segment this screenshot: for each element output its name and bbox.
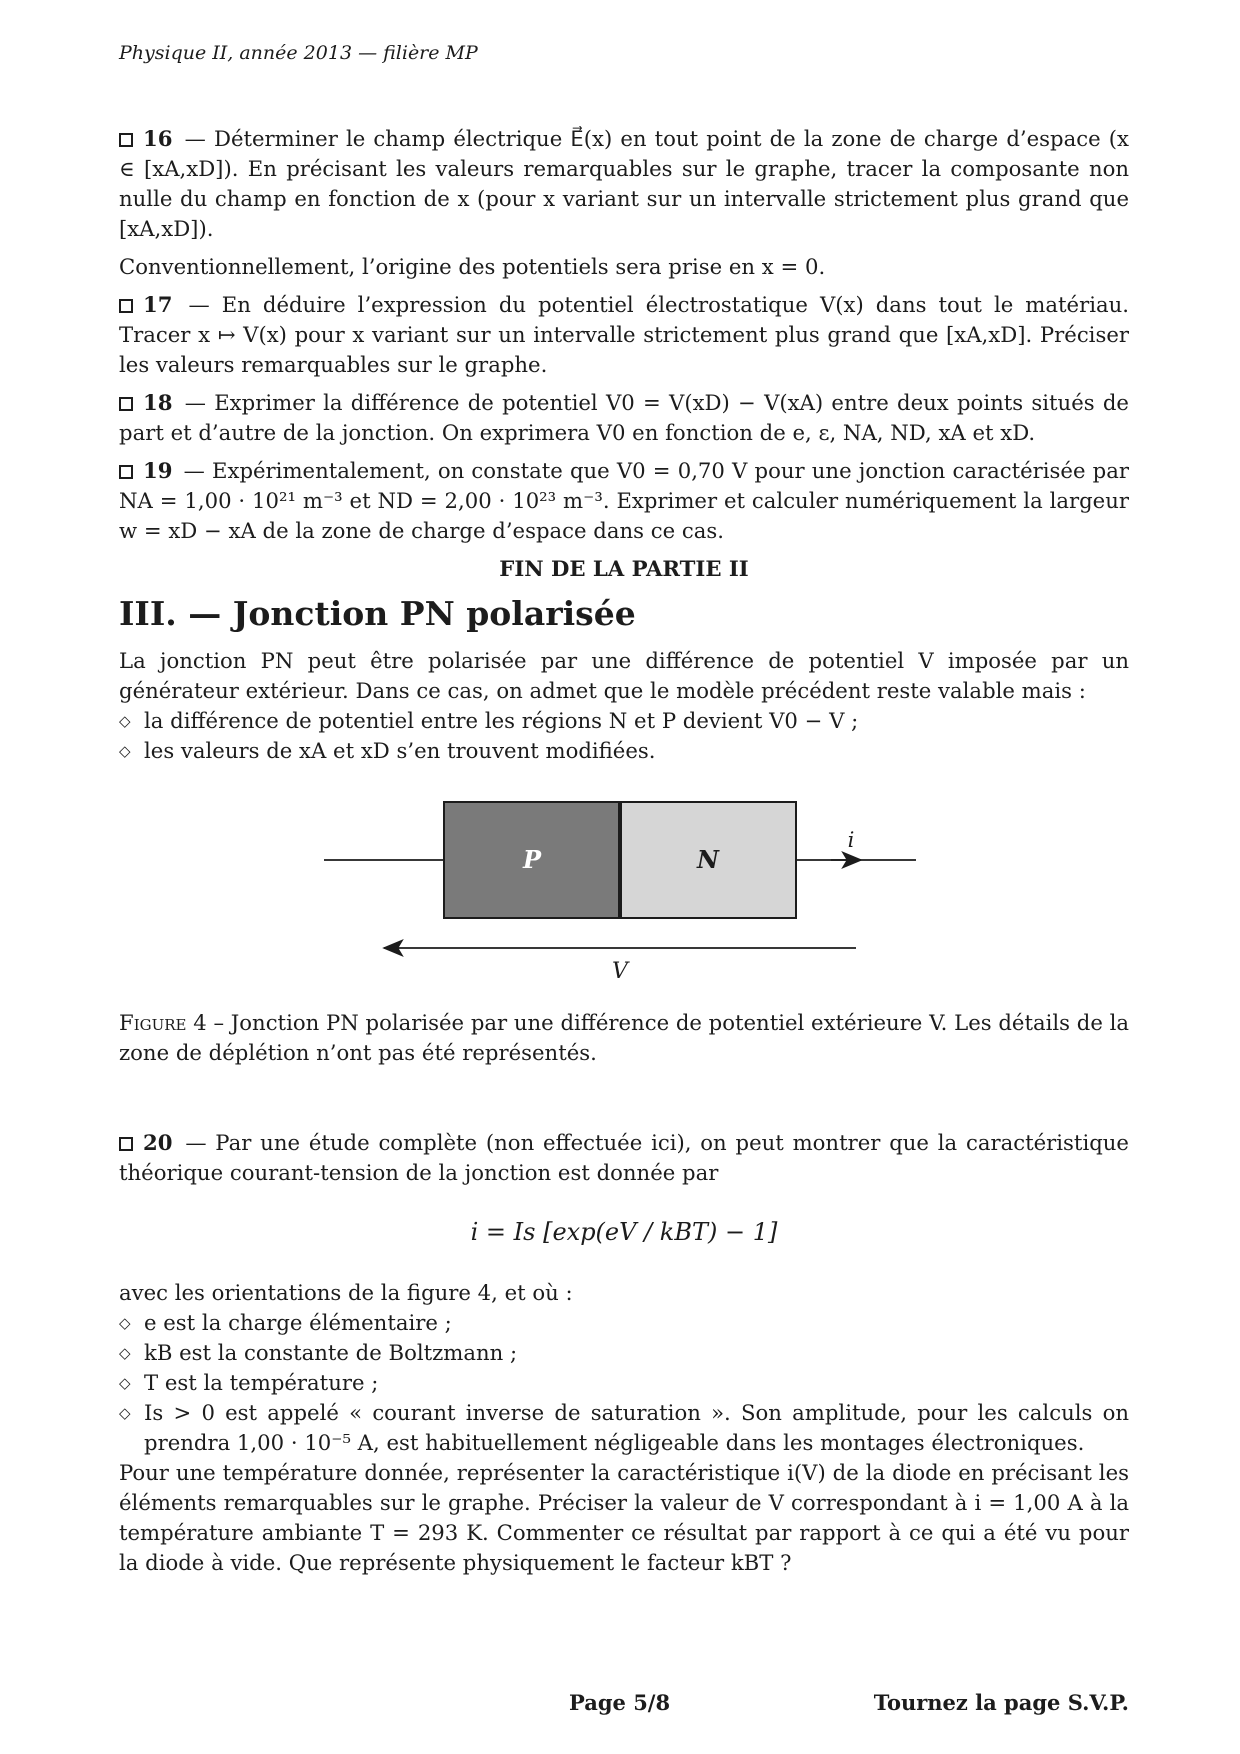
checkbox-icon [119,133,133,147]
intro-bullets [119,706,1129,766]
question-20 [119,1128,1129,1188]
after-equation: avec les orientations de la figure 4, et où : [119,1280,573,1305]
checkbox-icon [119,1137,133,1151]
checkbox-icon [119,299,133,313]
caption-text: – Jonction PN polarisée par une différence de potentiel extérieure V. Les détails de la zone de déplétion n’ont pas été représentés. [119,1010,1129,1065]
running-header: Physique II, année 2013 — filière MP [119,42,478,64]
figure-4 [119,790,1129,990]
question-text: — Expérimentalement, on constate que V0 = 0,70 V pour une jonction caractérisée par NA = 1,00 · 10²¹ m⁻³ et ND = 2,00 · 10²³ m⁻³. Exprimer et calculer numériquement la largeur w = xD − xA de la zone de charge d’espace dans ce cas. [119,458,1129,543]
question-text: — Déterminer le champ électrique E⃗(x) en tout point de la zone de charge d’espace (x ∈ [xA,xD]). En précisant les valeurs remarquables sur le graphe, tracer la composante non nulle du champ en fonction de x (pour x variant sur un intervalle strictement plus grand que [xA,xD]). [119,126,1129,241]
list-item: ◇ Is > 0 est appelé « courant inverse de saturation ». Son amplitude, pour les calculs on prendra 1,00 · 10⁻⁵ A, est habituellement négligeable dans les montages électroniques. [119,1398,1129,1458]
question-text: — En déduire l’expression du potentiel électrostatique V(x) dans tout le matériau. Tracer x ↦ V(x) pour x variant sur un intervalle strictement plus grand que [xA,xD]. Préciser les valeurs remarquables sur le graphe. [119,292,1129,377]
question-16 [119,124,1129,244]
checkbox-icon [119,397,133,411]
question-text: — Par une étude complète (non effectuée ici), on peut montrer que la caractéristique théorique courant-tension de la jonction est donnée par [119,1130,1129,1185]
question-number: 19 [143,458,173,483]
checkbox-icon [119,465,133,479]
note-text: Conventionnellement, l’origine des potentiels sera prise en x = 0. [119,254,826,279]
lower-block [119,1008,1129,1578]
list-item: ◇ T est la température ; [119,1368,1129,1398]
list-item: ◇ les valeurs de xA et xD s’en trouvent modifiées. [119,736,1129,766]
question-text: — Exprimer la différence de potentiel V0 = V(xD) − V(xA) entre deux points situés de part et d’autre de la jonction. On exprimera V0 en fonction de e, ε, NA, ND, xA et xD. [119,390,1129,445]
closing-paragraph: Pour une température donnée, représenter la caractéristique i(V) de la diode en précisant les éléments remarquables sur le graphe. Préciser la valeur de V correspondant à i = 1,00 A à la température ambiante T = 293 K. Commenter ce résultat par rapport à ce qui a été vu pour la diode à vide. Que représente physiquement le facteur kBT ? [119,1460,1129,1575]
question-18 [119,388,1129,448]
n-label: N [697,845,719,874]
iv-equation: i = Is [exp(eV / kBT) − 1] [470,1218,778,1246]
list-item: ◇ la différence de potentiel entre les régions N et P devient V0 − V ; [119,706,1129,736]
current-label: i [847,828,855,852]
list-item: ◇ e est la charge élémentaire ; [119,1308,1129,1338]
turn-page-note: Tournez la page S.V.P. [873,1690,1129,1715]
figure-caption [119,1008,1129,1068]
convention-note [119,252,1129,282]
caption-lead: Figure 4 [119,1010,207,1035]
section-title: III. — Jonction PN polarisée [119,594,636,633]
question-number: 17 [143,292,173,317]
list-item: ◇ kB est la constante de Boltzmann ; [119,1338,1129,1368]
questions-block [119,124,1129,766]
page-number: Page 5/8 [569,1690,671,1715]
section-intro: La jonction PN peut être polarisée par une différence de potentiel V imposée par un générateur extérieur. Dans ce cas, on admet que le modèle précédent reste valable mais : [119,648,1129,703]
p-label: P [522,845,542,874]
question-number: 20 [143,1130,173,1155]
voltage-label: V [612,959,628,984]
question-number: 16 [143,126,173,151]
question-19 [119,456,1129,546]
pn-junction-diagram [119,790,1129,990]
definition-bullets [119,1308,1129,1458]
question-number: 18 [143,390,173,415]
question-17 [119,290,1129,380]
end-of-part: FIN DE LA PARTIE II [499,556,749,581]
